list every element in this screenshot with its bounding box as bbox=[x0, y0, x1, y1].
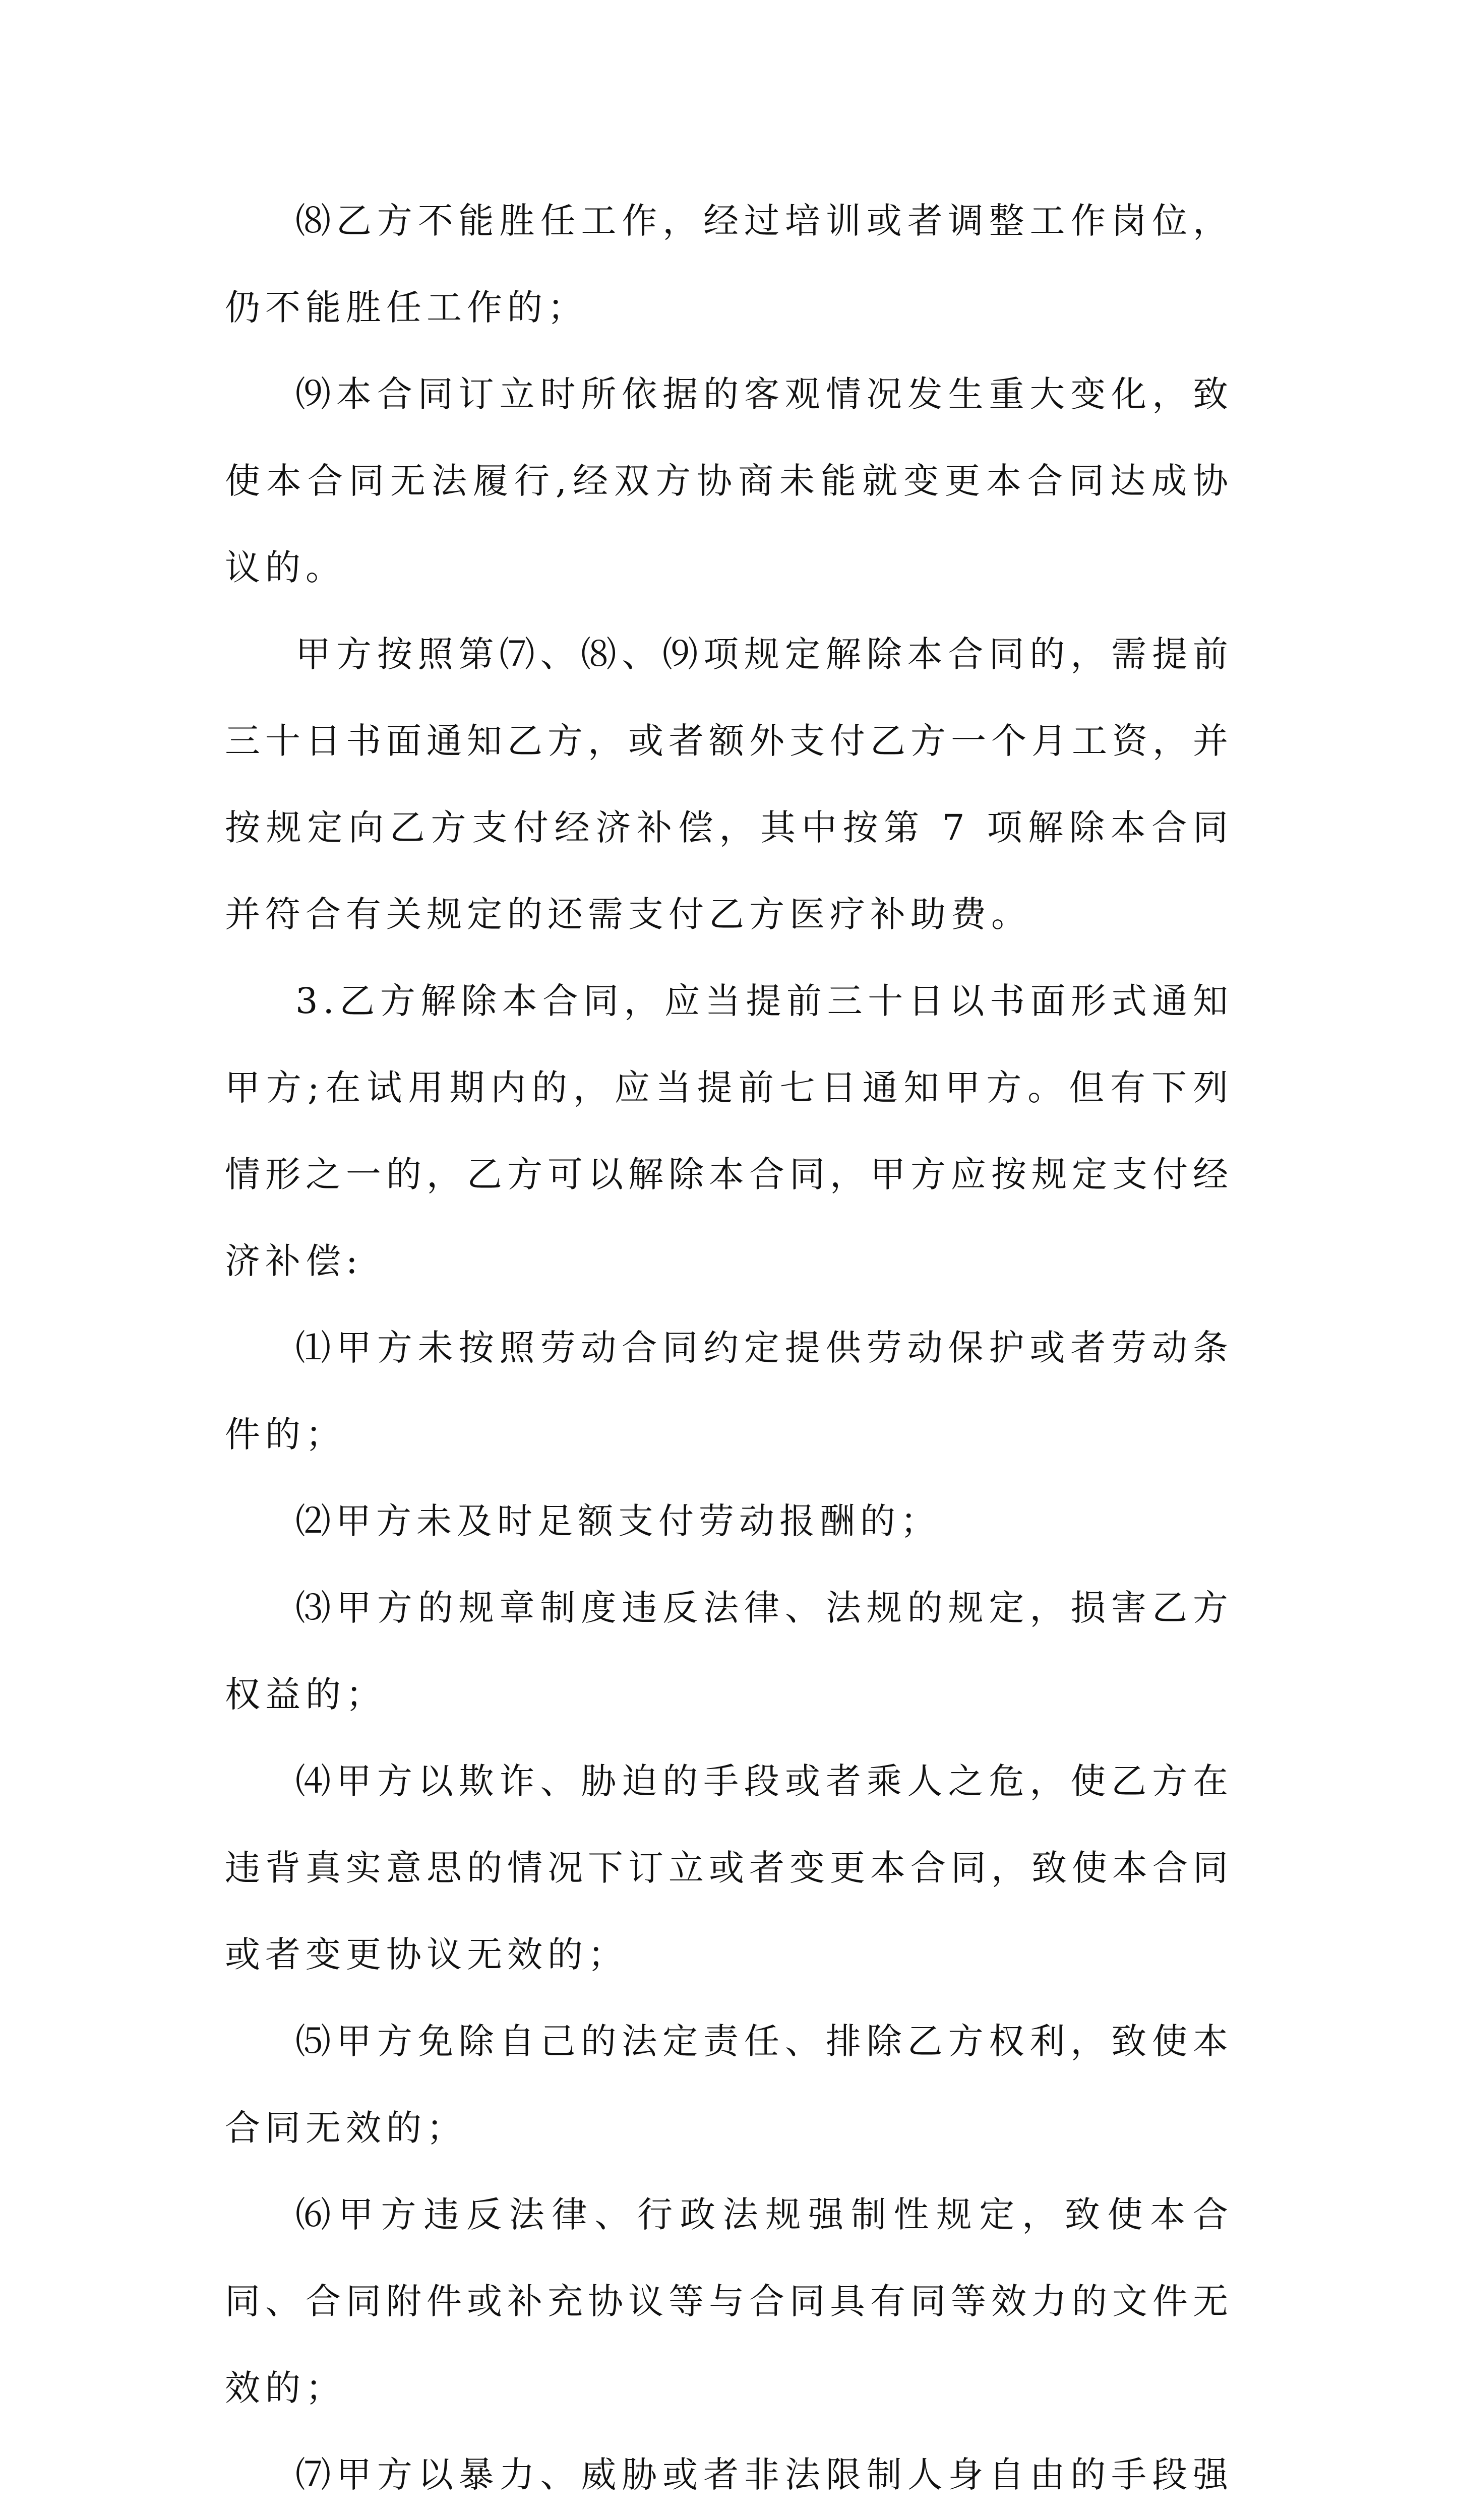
paragraph-item-9: ⑼本合同订立时所依据的客观情况发生重大变化，致使本合同无法履行,经双方协商未能就变更本合同达成协议的。 bbox=[225, 373, 1233, 588]
paragraph-item-5: ⑸甲方免除自己的法定责任、排除乙方权利，致使本合同无效的； bbox=[225, 2021, 1233, 2149]
paragraph-item-2: ⑵甲方未及时足额支付劳动报酬的； bbox=[295, 1500, 941, 1542]
paragraph-item-8: ⑻乙方不能胜任工作，经过培训或者调整工作岗位，仍不能胜任工作的； bbox=[225, 200, 1233, 328]
paragraph-item-7: ⑺甲方以暴力、威胁或者非法限制人身自由的手段强 bbox=[295, 2454, 1233, 2495]
paragraph-item-4: ⑷甲方以欺诈、胁迫的手段或者乘人之危，使乙方在违背真实意思的情况下订立或者变更本合同，致使本合同或者变更协议无效的； bbox=[225, 1760, 1233, 1975]
paragraph-clause-3: 3.乙方解除本合同，应当提前三十日以书面形式通知甲方;在试用期内的，应当提前七日通知甲方。但有下列情形之一的，乙方可以解除本合同，甲方应按规定支付经济补偿: bbox=[225, 980, 1233, 1282]
paragraph-item-6: ⑹甲方违反法律、行政法规强制性规定，致使本合同、合同附件或补充协议等与合同具有同等效力的文件无效的； bbox=[225, 2194, 1233, 2409]
paragraph-item-3: ⑶甲方的规章制度违反法律、法规的规定，损害乙方权益的； bbox=[225, 1587, 1233, 1715]
paragraph-item-1: ⑴甲方未按照劳动合同约定提供劳动保护或者劳动条件的； bbox=[225, 1327, 1233, 1455]
document-body bbox=[225, 177, 1233, 2520]
paragraph-termination-notice: 甲方按照第⑺、⑻、⑼项规定解除本合同的，需提前三十日书面通知乙方，或者额外支付乙方一个月工资，并按规定向乙方支付经济补偿，其中按第 7 项解除本合同并符合有关规定的还需支付乙方医疗补助费。 bbox=[225, 634, 1233, 935]
